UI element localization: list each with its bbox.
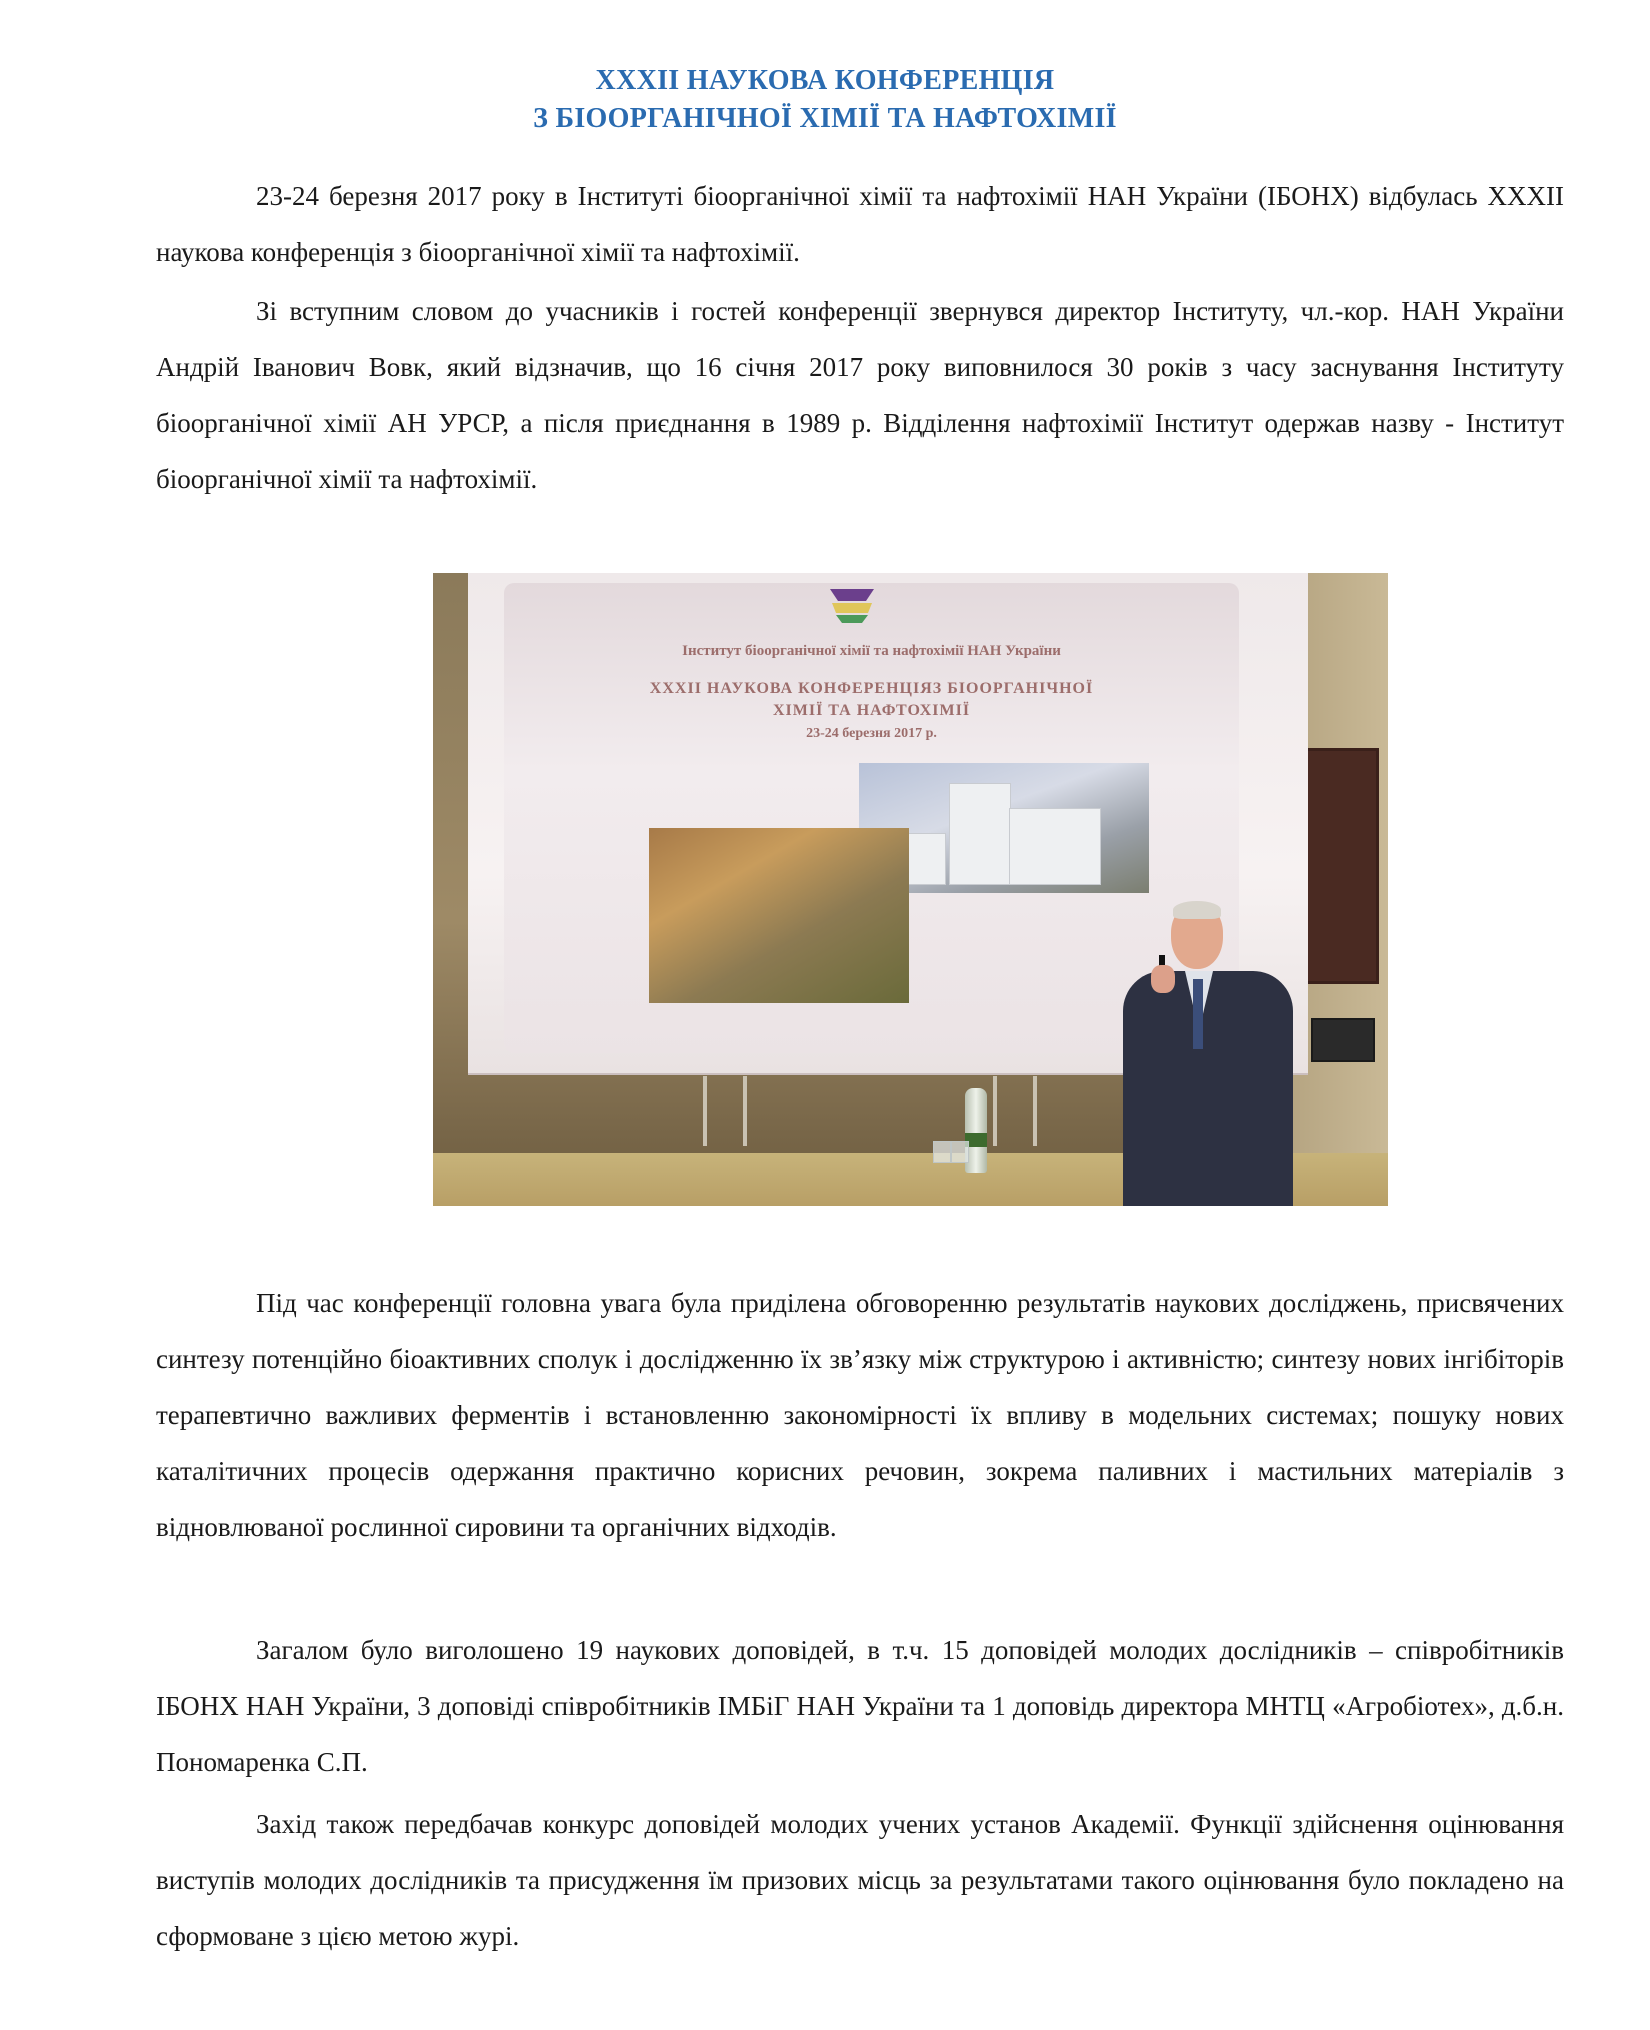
speaker-hand xyxy=(1151,965,1175,993)
screen-stand-leg xyxy=(743,1076,747,1146)
slide-conference-title xyxy=(504,678,1239,722)
paragraph-competition: Захід також передбачав конкурс доповідей молодих учених установ Академії. Функції здійснення оцінювання виступів молодих дослідників та присудження їм призових місць за результатами такого оцінювання було покладено на сформоване з цією метою журі. xyxy=(156,1809,1564,1951)
glass xyxy=(951,1141,969,1163)
paragraph-intro: 23-24 березня 2017 року в Інституті біоорганічної хімії та нафтохімії НАН України (ІБОНХ) відбулась XXXII наукова конференція з біоорганічної хімії та нафтохімії. xyxy=(156,181,1564,267)
slide-mural-photo xyxy=(649,828,909,1003)
speaker-suit xyxy=(1123,971,1293,1206)
slide-title-line-1: XXXII НАУКОВА КОНФЕРЕНЦІЯЗ БІООРГАНІЧНОЇ xyxy=(649,680,1094,697)
paragraph-opening-speech: Зі вступним словом до учасників і гостей конференції звернувся директор Інституту, чл.-кор. НАН України Андрій Іванович Вовк, який відзначив, що 16 січня 2017 року виповнилося 30 років з часу заснування Інституту біоорганічної хімії АН УРСР, а після приєднання в 1989 р. Відділення нафтохімії Інститут одержав назву - Інститут біоорганічної хімії та нафтохімії. xyxy=(156,296,1564,494)
institute-logo-icon xyxy=(822,583,882,625)
slide-institute-name: Інститут біоорганічної хімії та нафтохімії НАН України xyxy=(682,643,1061,659)
slide-title-line-2: ХІМІЇ ТА НАФТОХІМІЇ xyxy=(772,702,971,719)
slide-date: 23-24 березня 2017 р. xyxy=(806,726,937,741)
speaker-tie xyxy=(1193,979,1203,1049)
building-block xyxy=(1009,808,1101,885)
title-line-1: XXXII НАУКОВА КОНФЕРЕНЦІЯ xyxy=(595,65,1055,96)
speaker-hair xyxy=(1173,901,1221,919)
screen-stand-leg xyxy=(993,1076,997,1146)
conference-photo xyxy=(433,573,1388,1206)
building-block xyxy=(949,783,1011,885)
screen-stand-leg xyxy=(703,1076,707,1146)
title-line-2: З БІООРГАНІЧНОЇ ХІМІЇ ТА НАФТОХІМІЇ xyxy=(533,103,1117,134)
glass xyxy=(933,1141,951,1163)
speaker xyxy=(1123,903,1293,1206)
paragraph-main-focus: Під час конференції головна увага була приділена обговоренню результатів наукових досліджень, присвячених синтезу потенційно біоактивних сполук і дослідженню їх зв’язку між структурою і активністю; синтезу нових інгібіторів терапевтично важливих ферментів і встановленню закономірності їх впливу в модельних системах; пошуку нових каталітичних процесів одержання практично корисних речовин, зокрема паливних і мастильних матеріалів з відновлюваної рослинної сировини та органічних відходів. xyxy=(156,1288,1564,1542)
paragraph-reports: Загалом було виголошено 19 наукових доповідей, в т.ч. 15 доповідей молодих дослідників – співробітників ІБОНХ НАН України, 3 доповіді співробітників ІМБіГ НАН України та 1 доповідь директора МНТЦ «Агробіотех», д.б.н. Пономаренка С.П. xyxy=(156,1635,1564,1777)
screen-stand-leg xyxy=(1033,1076,1037,1146)
page-title xyxy=(0,62,1650,138)
audio-equipment xyxy=(1311,1018,1375,1062)
